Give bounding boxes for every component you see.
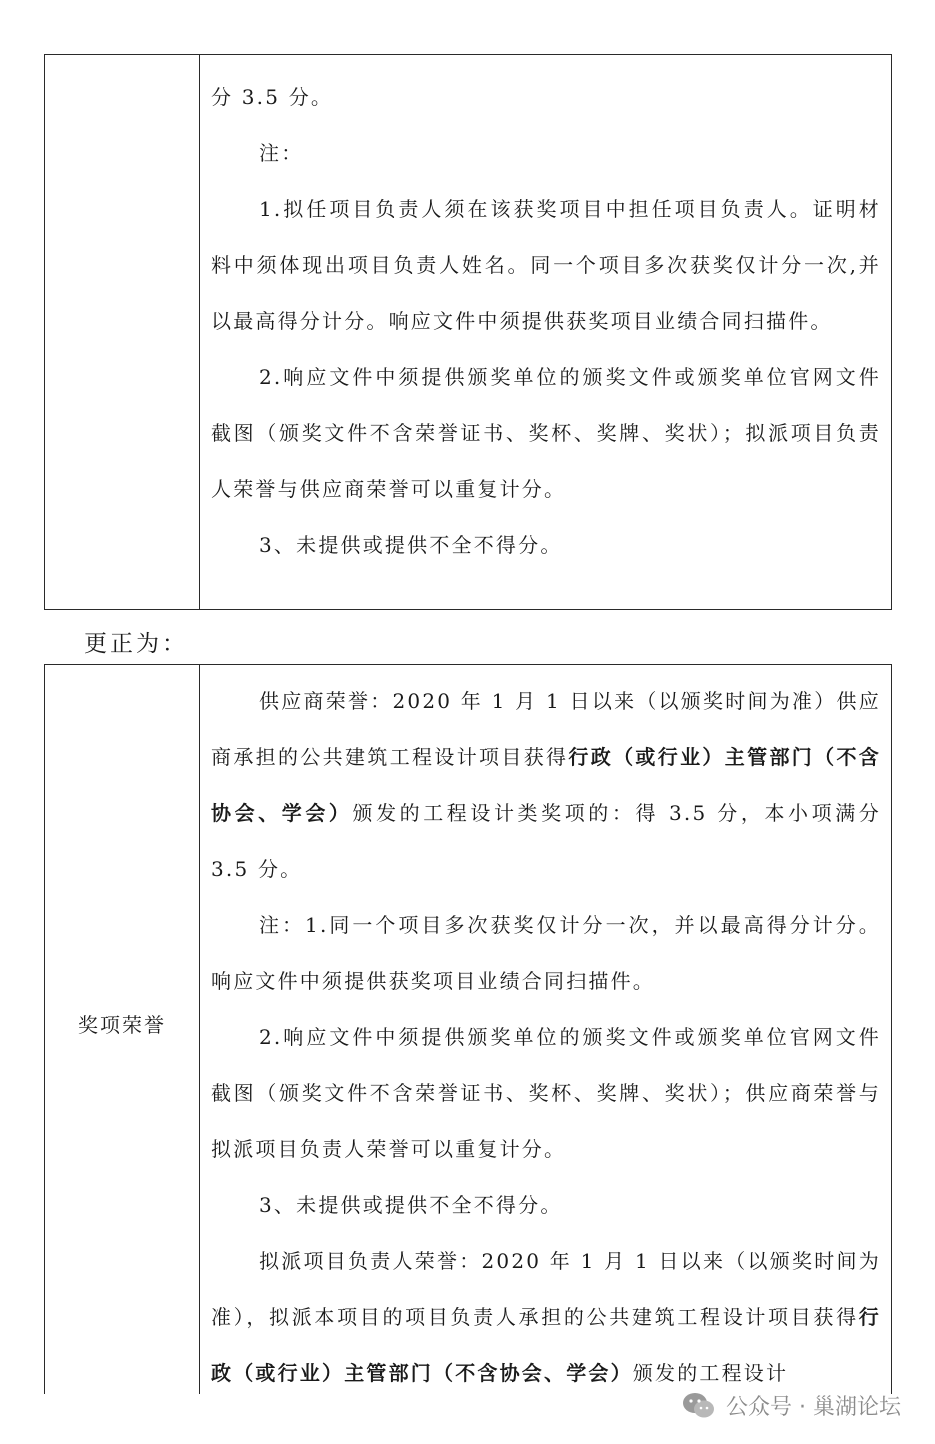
row-label: 奖项荣誉	[78, 1013, 166, 1037]
paragraph-note-heading: 注：	[259, 141, 304, 165]
paragraph-note-3: 3、未提供或提供不全不得分。	[259, 1193, 563, 1217]
text-span: 颁发的工程设计	[632, 1361, 789, 1385]
original-criteria-table	[44, 54, 892, 610]
paragraph-manager-honor	[211, 1233, 881, 1401]
paragraph-note-1: 注：1.同一个项目多次获奖仅计分一次，并以最高得分计分。响应文件中须提供获奖项目业绩合同扫描件。	[211, 913, 881, 993]
bold-text-span: 行政（或行业）主管部门（不含协会、学会）	[211, 745, 881, 825]
paragraph-note-3: 3、未提供或提供不全不得分。	[259, 533, 563, 557]
text-span: 拟派项目负责人荣誉：2020 年 1 月 1 日以来（以颁奖时间为准），拟派本项目的项目负责人承担的公共建筑工程设计项目获得	[211, 1249, 881, 1329]
paragraph-score-tail: 分 3.5 分。	[211, 85, 334, 109]
correction-heading: 更正为：	[84, 631, 188, 657]
text-span: 供应商荣誉：2020 年 1 月 1 日以来（以颁奖时间为准）供应商承担的公共建筑工程设计项目获得	[211, 689, 881, 769]
paragraph-supplier-honor	[211, 673, 881, 897]
bold-text-span: 行政（或行业）主管部门（不含协会、学会）	[211, 1305, 881, 1385]
wechat-icon	[682, 1391, 716, 1421]
watermark	[682, 1390, 901, 1421]
paragraph-note-1: 1.拟任项目负责人须在该获奖项目中担任项目负责人。证明材料中须体现出项目负责人姓名。同一个项目多次获奖仅计分一次,并以最高得分计分。响应文件中须提供获奖项目业绩合同扫描件。	[211, 197, 881, 333]
column-divider	[199, 665, 200, 1394]
paragraph-note-2: 2.响应文件中须提供颁奖单位的颁奖文件或颁奖单位官网文件截图（颁奖文件不含荣誉证书、奖杯、奖牌、奖状）；供应商荣誉与拟派项目负责人荣誉可以重复计分。	[211, 1025, 881, 1161]
paragraph-note-2: 2.响应文件中须提供颁奖单位的颁奖文件或颁奖单位官网文件截图（颁奖文件不含荣誉证书、奖杯、奖牌、奖状）；拟派项目负责人荣誉与供应商荣誉可以重复计分。	[211, 365, 881, 501]
text-span: 颁发的工程设计类奖项的：得 3.5 分，本小项满分 3.5 分。	[211, 801, 881, 881]
watermark-text: 公众号 · 巢湖论坛	[726, 1395, 901, 1420]
corrected-criteria-cell	[211, 673, 881, 1401]
original-criteria-cell	[211, 69, 881, 573]
column-divider	[199, 55, 200, 609]
corrected-criteria-table	[44, 664, 892, 1394]
